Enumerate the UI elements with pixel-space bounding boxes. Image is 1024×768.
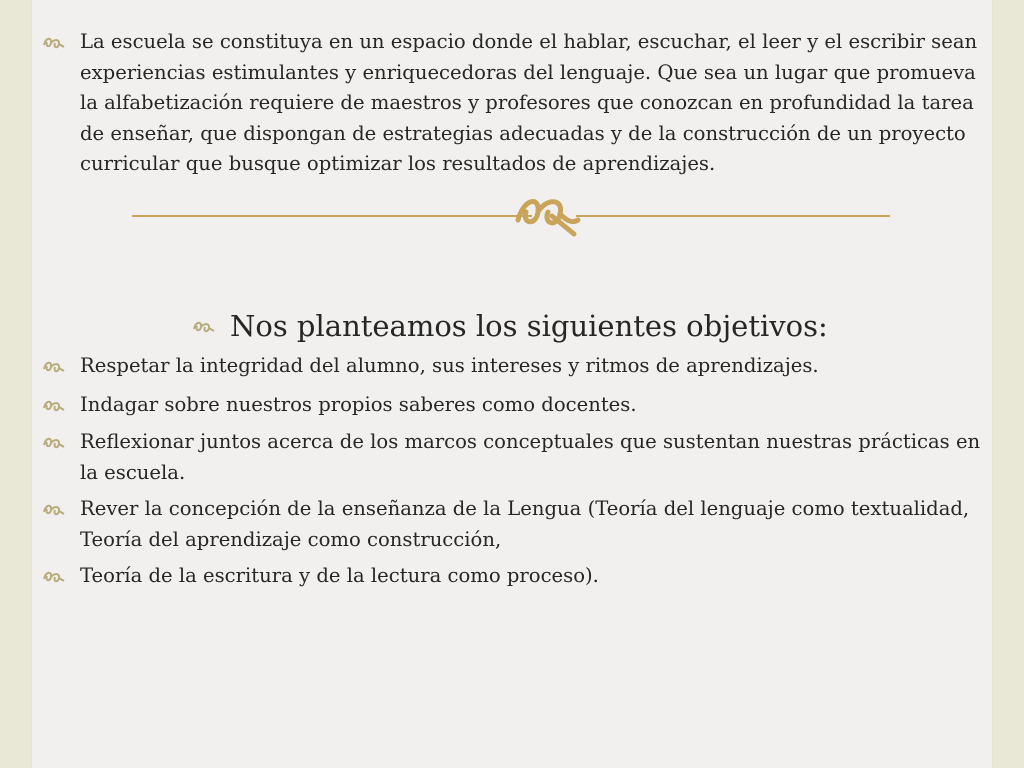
ornamental-loop-bullet-icon xyxy=(42,502,66,518)
divider-line-right xyxy=(576,215,890,217)
ornamental-loop-bullet-icon xyxy=(42,35,66,51)
objective-text: Reflexionar juntos acerca de los marcos conceptuales que sustentan nuestras prácticas en la escuela. xyxy=(80,430,981,484)
objectives-heading xyxy=(230,307,990,345)
objectives-heading-text: Nos planteamos los siguientes objetivos: xyxy=(230,309,828,343)
intro-paragraph xyxy=(80,27,985,180)
ornamental-loop-bullet-icon xyxy=(42,435,66,451)
ornamental-loop-bullet-icon xyxy=(42,398,66,414)
divider-line-left xyxy=(132,215,532,217)
objective-item xyxy=(80,351,985,382)
objective-item xyxy=(80,427,985,488)
objective-text: Respetar la integridad del alumno, sus intereses y ritmos de aprendizajes. xyxy=(80,354,819,377)
ornamental-loop-bullet-icon xyxy=(42,359,66,375)
objective-text: Rever la concepción de la enseñanza de la Lengua (Teoría del lenguaje como textualidad, Teoría del aprendizaje como construcción, xyxy=(80,497,970,551)
ornamental-loop-bullet-icon xyxy=(192,319,216,335)
objective-item xyxy=(80,390,985,421)
objective-text: Teoría de la escritura y de la lectura como proceso). xyxy=(80,564,599,587)
objective-item xyxy=(80,561,985,592)
flourish-ornament-icon xyxy=(512,190,582,240)
ornamental-loop-bullet-icon xyxy=(42,569,66,585)
objective-item xyxy=(80,494,985,555)
intro-text: La escuela se constituya en un espacio donde el hablar, escuchar, el leer y el escribir sean experiencias estimulantes y enriquecedoras del lenguaje. Que sea un lugar que promueva la alfabetización requiere de maestros y profesores que conozcan en profundidad la tarea de enseñar, que dispongan de estrategias adecuadas y de la construcción de un proyecto curricular que busque optimizar los resultados de aprendizajes. xyxy=(80,30,978,175)
slide xyxy=(32,0,992,768)
objective-text: Indagar sobre nuestros propios saberes como docentes. xyxy=(80,393,637,416)
